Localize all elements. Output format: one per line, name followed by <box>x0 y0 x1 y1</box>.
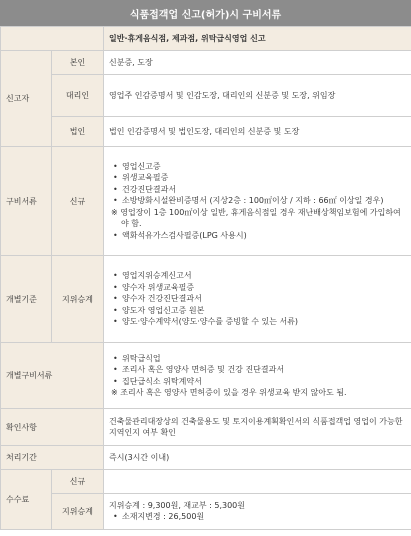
fee-content-new <box>104 470 411 494</box>
fee-label: 수수료 <box>1 470 52 530</box>
list-item: • 양도자 영업신고증 원본 <box>122 305 406 317</box>
individual-docs-content <box>104 343 411 409</box>
docs-list <box>109 161 406 207</box>
catering-list <box>109 353 406 388</box>
list-item: • 집단급식소 위탁계약서 <box>122 376 406 388</box>
list-item: • 양수자 건강진단결과서 <box>122 293 406 305</box>
transfer-list <box>109 270 406 328</box>
individual-standard-label: 개별기준 <box>1 256 52 343</box>
list-item: • 조리사 혹은 영양사 면허증 및 건강 진단결과서 <box>122 364 406 376</box>
table-row <box>1 147 411 256</box>
list-item: • 양수자 위생교육필증 <box>122 282 406 294</box>
applicant-content-agent: 영업주 인감증명서 및 인감도장, 대리인의 신분증 및 도장, 위임장 <box>104 75 411 117</box>
fee-content-transfer <box>104 494 411 530</box>
list-item: • 건강진단결과서 <box>122 184 406 196</box>
applicant-sub-corp: 법인 <box>52 117 104 147</box>
list-item: • 소방방화시설완비증명서 (지상2층 : 100㎡이상 / 지하 : 66㎡ 이상일 경우) <box>122 195 406 207</box>
list-item: • 액화석유가스검사필증(LPG 사용시) <box>122 230 406 242</box>
table-row <box>1 446 411 470</box>
header-row <box>1 27 411 51</box>
page-title: 식품접객업 신고(허가)시 구비서류 <box>0 0 411 26</box>
applicant-content-self: 신분증, 도장 <box>104 51 411 75</box>
individual-standard-sub: 지위승계 <box>52 256 104 343</box>
table-row <box>1 409 411 446</box>
list-item: • 영업신고증 <box>122 161 406 173</box>
requirements-table <box>0 26 411 530</box>
list-item: • 영업지위승계신고서 <box>122 270 406 282</box>
period-label: 처리기간 <box>1 446 104 470</box>
fee-list <box>109 511 406 523</box>
fee-line-1: 지위승계 : 9,300원, 재교부 : 5,300원 <box>109 501 246 511</box>
table-row <box>1 494 411 530</box>
table-row <box>1 75 411 117</box>
docs-list-2 <box>109 230 406 242</box>
individual-standard-content <box>104 256 411 343</box>
applicant-content-corp: 법인 인감증명서 및 법인도장, 대리인의 신분증 및 도장 <box>104 117 411 147</box>
docs-content <box>104 147 411 256</box>
docs-label: 구비서류 <box>1 147 52 256</box>
fee-sub-new: 신규 <box>52 470 104 494</box>
list-item: • 소재지변경 : 26,500원 <box>122 511 406 523</box>
applicant-sub-self: 본인 <box>52 51 104 75</box>
header-cell: 일반·휴게음식점, 제과점, 위탁급식영업 신고 <box>104 27 411 51</box>
list-item: • 위생교육필증 <box>122 172 406 184</box>
individual-docs-label: 개별구비서류 <box>1 343 104 409</box>
individual-docs-note: ※ 조리사 혹은 영양사 면허증이 있을 경우 위생교육 받지 않아도 됨. <box>111 388 347 397</box>
applicant-sub-agent: 대리인 <box>52 75 104 117</box>
table-row <box>1 343 411 409</box>
docs-note: ※ 영업장이 1층 100㎡이상 일반, 휴게음식점일 경우 재난배상책임보험에 가입하여야 함. <box>111 207 401 229</box>
list-item: • 위탁급식업 <box>122 353 406 365</box>
period-content: 즉시(3시간 이내) <box>104 446 411 470</box>
docs-sub: 신규 <box>52 147 104 256</box>
applicant-label: 신고자 <box>1 51 52 147</box>
fee-sub-transfer: 지위승계 <box>52 494 104 530</box>
check-label: 확인사항 <box>1 409 104 446</box>
list-item: • 양도·양수계약서(양도·양수를 증빙할 수 있는 서류) <box>122 316 406 328</box>
check-content: 건축물관리대장상의 건축물용도 및 토지이용계획확인서의 식품접객업 영업이 가능한 지역인지 여부 확인 <box>104 409 411 446</box>
table-row <box>1 470 411 494</box>
table-row <box>1 51 411 75</box>
table-row <box>1 117 411 147</box>
table-row <box>1 256 411 343</box>
header-blank-cell <box>1 27 104 51</box>
